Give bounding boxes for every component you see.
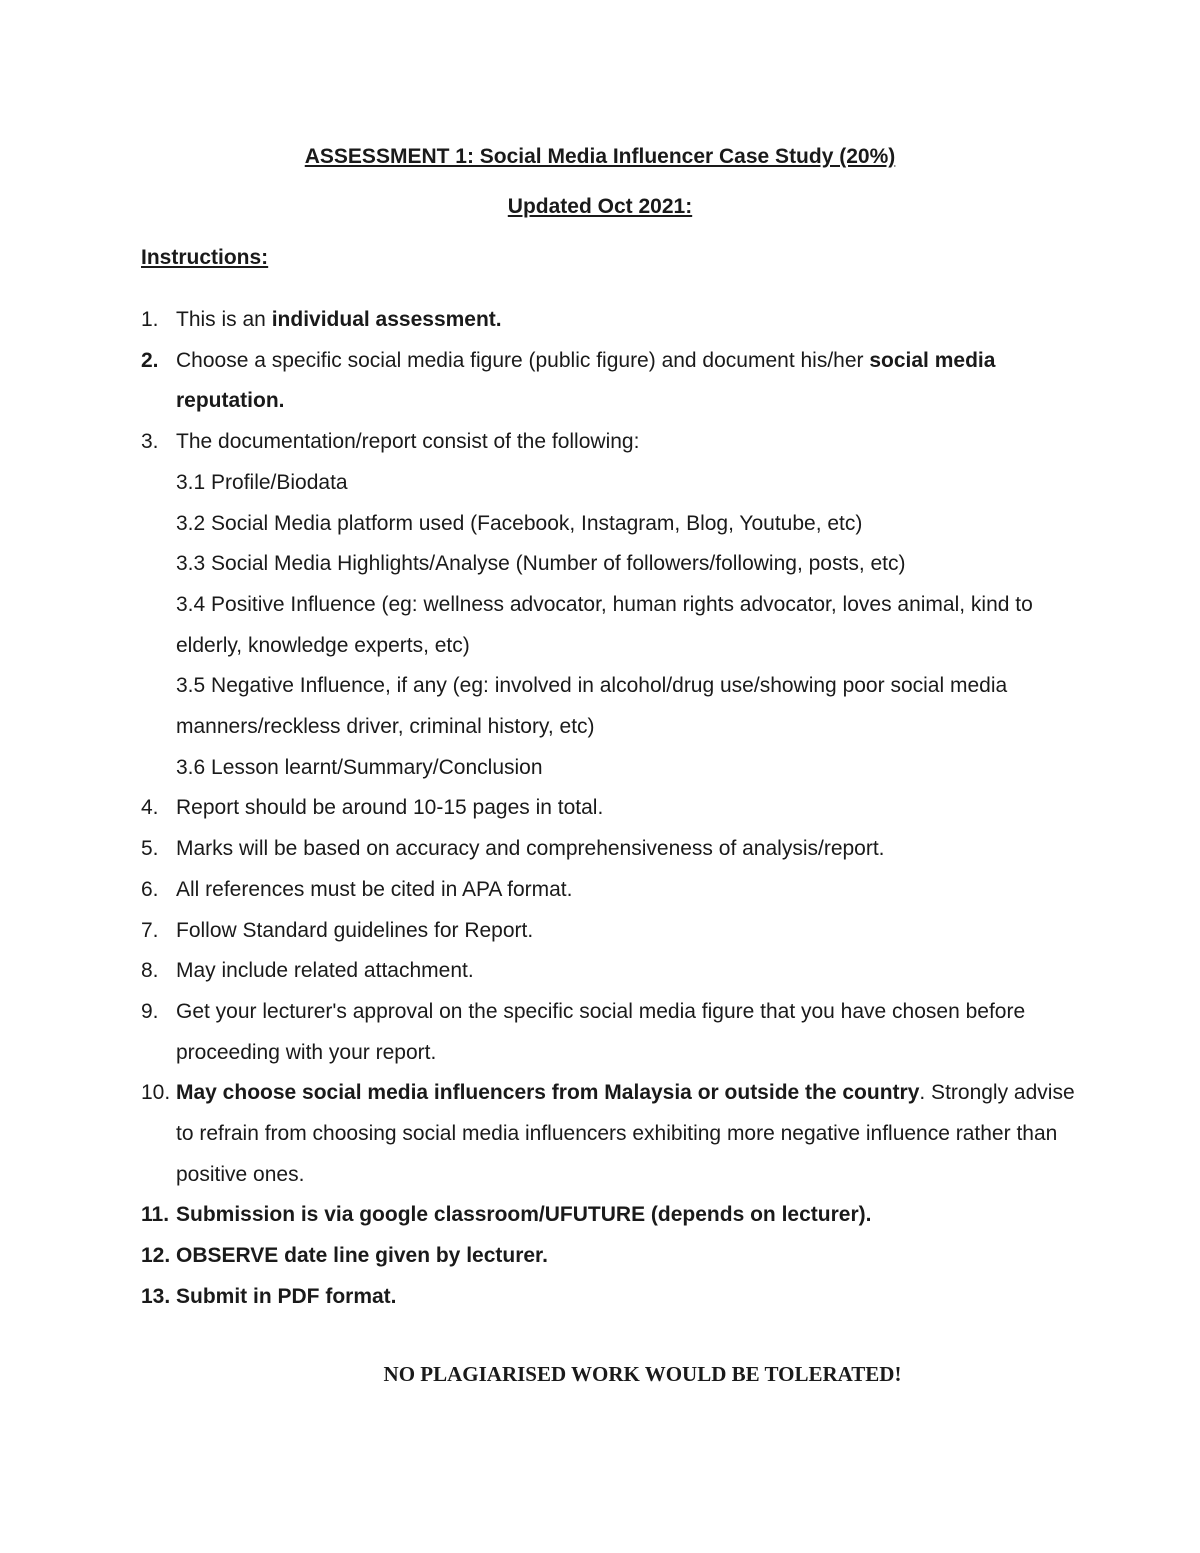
item-number: 8. — [141, 959, 159, 983]
item-number: 9. — [141, 999, 159, 1023]
item-number: 1. — [141, 308, 159, 331]
list-item — [141, 1236, 1081, 1277]
item-text: . Strongly advise to refrain from choosing social media influencers exhibiting more negative influence rather than positive ones. — [176, 1081, 1075, 1186]
item-number: 10. — [141, 1081, 171, 1105]
item-text: This is an — [176, 308, 272, 331]
list-item — [141, 1277, 1081, 1318]
item-text: Report should be around 10-15 pages in total. — [176, 796, 604, 820]
item-number: 3. — [141, 430, 159, 454]
item-bold-text: Submission is via google classroom/UFUTURE (depends on lecturer). — [176, 1203, 872, 1227]
list-item — [141, 788, 1081, 829]
list-item — [141, 951, 1081, 992]
list-item — [141, 1195, 1081, 1236]
item-bold-text: Submit in PDF format. — [176, 1284, 397, 1308]
item-number: 11. — [141, 1203, 170, 1227]
item-bold-text: social media reputation. — [176, 348, 996, 413]
item-number: 7. — [141, 918, 159, 942]
item-bold-text: OBSERVE date line given by lecturer. — [176, 1244, 548, 1268]
plagiarism-warning: NO PLAGIARISED WORK WOULD BE TOLERATED! — [383, 1362, 902, 1386]
item-number: 2. — [141, 348, 159, 372]
list-item — [141, 829, 1081, 870]
list-item — [141, 1073, 1081, 1195]
item-text: Follow Standard guidelines for Report. — [176, 918, 534, 942]
item-bold-text: individual assessment. — [271, 308, 502, 331]
item-text: Choose a specific social media figure (public figure) and document his/her — [176, 348, 870, 372]
item-number: 12. — [141, 1244, 171, 1268]
item-text: All references must be cited in APA format. — [176, 877, 573, 901]
item-number: 6. — [141, 877, 159, 901]
page-title: ASSESSMENT 1: Social Media Influencer Case Study (20%) — [304, 145, 896, 168]
item-text: The documentation/report consist of the following: — [176, 430, 640, 454]
page-subtitle: Updated Oct 2021: — [507, 195, 693, 218]
list-item — [141, 341, 1081, 422]
item-text: Marks will be based on accuracy and comprehensiveness of analysis/report. — [176, 837, 885, 861]
sub-item: 3.5 Negative Influence, if any (eg: involved in alcohol/drug use/showing poor social media manners/reckless driver, criminal history, etc) — [176, 674, 1008, 739]
list-item — [141, 422, 1081, 788]
item-number: 4. — [141, 796, 159, 820]
item-text: May include related attachment. — [176, 959, 474, 983]
sub-item: 3.1 Profile/Biodata — [176, 470, 348, 494]
sub-item: 3.4 Positive Influence (eg: wellness advocator, human rights advocator, loves animal, kind to elderly, knowledge experts, etc) — [176, 592, 1033, 657]
instructions-list — [141, 300, 1081, 1318]
list-item — [141, 870, 1081, 911]
item-text: Get your lecturer's approval on the specific social media figure that you have chosen before proceeding with your report. — [176, 999, 1026, 1064]
item-number: 5. — [141, 837, 159, 861]
list-item — [141, 300, 1081, 341]
instructions-heading: Instructions: — [141, 246, 269, 269]
item-number: 13. — [141, 1284, 171, 1308]
sub-item: 3.2 Social Media platform used (Facebook, Instagram, Blog, Youtube, etc) — [176, 511, 863, 535]
item-bold-text: May choose social media influencers from Malaysia or outside the country — [176, 1081, 920, 1105]
sub-item: 3.3 Social Media Highlights/Analyse (Number of followers/following, posts, etc) — [176, 552, 906, 576]
sub-item: 3.6 Lesson learnt/Summary/Conclusion — [176, 755, 543, 779]
list-item — [141, 992, 1081, 1073]
list-item — [141, 911, 1081, 952]
